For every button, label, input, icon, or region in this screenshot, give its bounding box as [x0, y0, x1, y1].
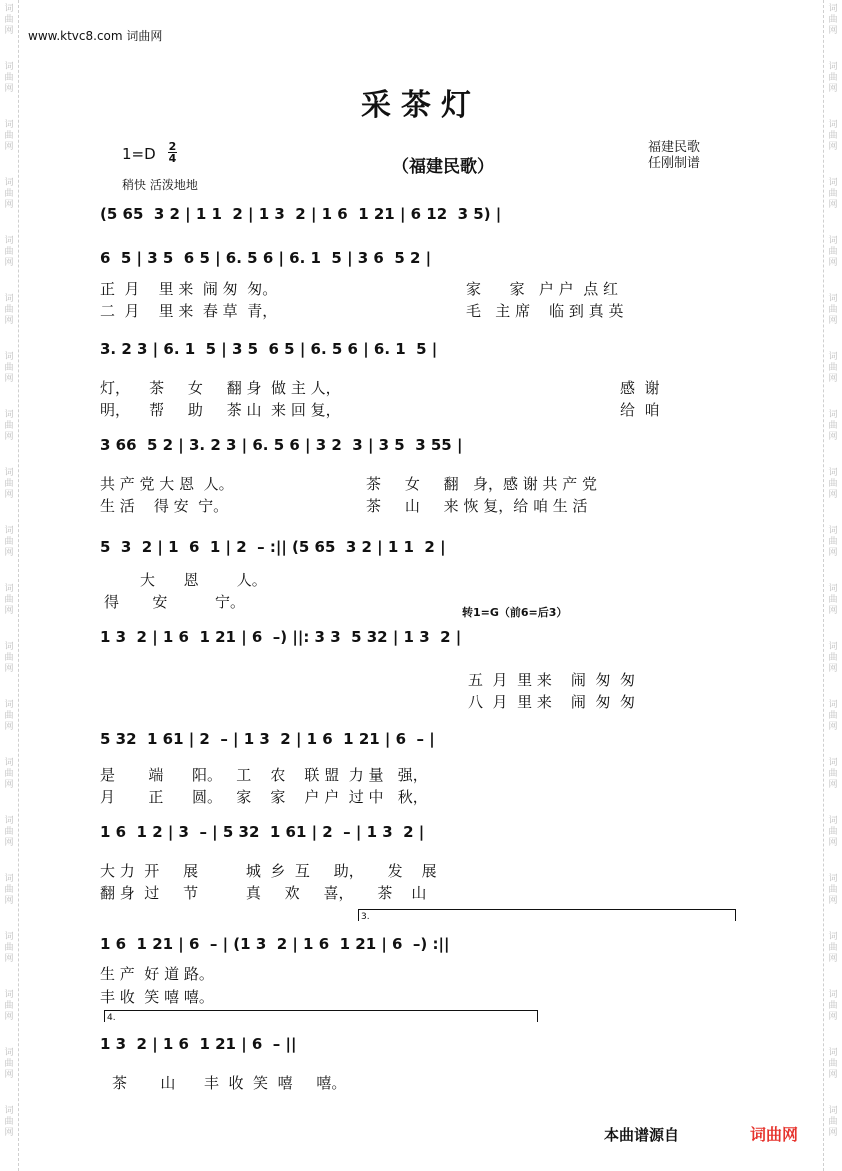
watermark-text: 词 曲 网: [828, 1106, 838, 1138]
lyric-line: 八 月 里 来 闹 匆 匆: [468, 693, 635, 711]
music-row-2: 6 5 | 3 5 6 5 | 6. 5 6 | 6. 1 5 | 3 6 5 2 |: [100, 249, 432, 267]
song-subtitle: （福建民歌）: [392, 157, 494, 177]
lyric-line: 生 活 得 安 宁。: [100, 497, 229, 515]
watermark-text: 词 曲 网: [4, 294, 14, 326]
modulation-marking: 转1=G（前6=后3）: [462, 606, 568, 619]
footer-source-text: 本曲谱源自: [604, 1126, 680, 1144]
watermark-text: 词 曲 网: [828, 294, 838, 326]
lyric-line: 大 力 开 展 城 乡 互 助， 发 展: [100, 862, 437, 880]
watermark-text: 词 曲 网: [4, 120, 14, 152]
lyric-line: 给 咱: [620, 401, 660, 419]
watermark-text: 词 曲 网: [4, 178, 14, 210]
watermark-text: 词 曲 网: [828, 236, 838, 268]
lyric-line: 灯， 茶 女 翻 身 做 主 人，: [100, 379, 341, 397]
key-signature: 1=D: [122, 145, 156, 163]
watermark-text: 词 曲 网: [828, 990, 838, 1022]
watermark-text: 词 曲 网: [4, 1048, 14, 1080]
watermark-text: 词 曲 网: [828, 468, 838, 500]
lyric-line: 五 月 里 来 闹 匆 匆: [468, 671, 635, 689]
watermark-text: 词 曲 网: [4, 468, 14, 500]
music-row-4: 3 66 5 2 | 3. 2 3 | 6. 5 6 | 3 2 3 | 3 5 3 55 |: [100, 436, 463, 454]
lyric-line: 明， 帮 助 茶 山 来 回 复，: [100, 401, 341, 419]
lyric-line: 二 月 里 来 春 草 青，: [100, 302, 278, 320]
watermark-text: 词 曲 网: [828, 816, 838, 848]
watermark-text: 词 曲 网: [828, 700, 838, 732]
volta-tick: [735, 909, 736, 921]
watermark-text: 词 曲 网: [828, 874, 838, 906]
music-row-10: 1 3 2 | 1 6 1 21 | 6 – ||: [100, 1035, 297, 1053]
watermark-text: 词 曲 网: [828, 352, 838, 384]
watermark-text: 词 曲 网: [4, 642, 14, 674]
volta-number: 4.: [107, 1013, 116, 1023]
lyric-line: 茶 山 来 恢 复，给 咱 生 活: [366, 497, 588, 515]
watermark-text: 词 曲 网: [4, 1106, 14, 1138]
watermark-text: 词 曲 网: [4, 236, 14, 268]
music-row-8: 1 6 1 2 | 3 – | 5 32 1 61 | 2 – | 1 3 2 |: [100, 823, 425, 841]
lyric-line: 丰 收 笑 嘻 嘻。: [100, 988, 214, 1006]
volta-number: 3.: [361, 912, 370, 922]
watermark-text: 词 曲 网: [4, 62, 14, 94]
watermark-text: 词 曲 网: [4, 758, 14, 790]
watermark-text: 词 曲 网: [828, 642, 838, 674]
song-title: 采茶灯: [361, 88, 481, 123]
lyric-line: 茶 女 翻 身，感 谢 共 产 党: [366, 475, 598, 493]
lyric-line: 茶 山 丰 收 笑 嘻 嘻。: [112, 1074, 347, 1092]
watermark-text: 词 曲 网: [828, 758, 838, 790]
lyric-line: 是 端 阳。 工 农 联 盟 力 量 强，: [100, 766, 428, 784]
footer-logo[interactable]: 词曲网: [750, 1125, 799, 1144]
watermark-text: 词 曲 网: [828, 178, 838, 210]
watermark-text: 词 曲 网: [4, 4, 14, 36]
music-row-7: 5 32 1 61 | 2 – | 1 3 2 | 1 6 1 21 | 6 – |: [100, 730, 435, 748]
tempo-marking: 稍快 活泼地地: [122, 178, 198, 192]
volta-bracket-4: [104, 1010, 538, 1011]
lyric-line: 家 家 户 户 点 红: [466, 280, 618, 298]
lyric-line: 生 产 好 道 路。: [100, 965, 214, 983]
watermark-text: 词 曲 网: [828, 584, 838, 616]
lyric-line: 正 月 里 来 闹 匆 匆。: [100, 280, 278, 298]
watermark-text: 词 曲 网: [828, 120, 838, 152]
volta-tick: [104, 1010, 105, 1022]
watermark-text: 词 曲 网: [828, 526, 838, 558]
time-top: 2: [168, 140, 177, 153]
watermark-text: 词 曲 网: [4, 526, 14, 558]
time-signature: [168, 141, 177, 164]
site-url[interactable]: www.ktvc8.com 词曲网: [28, 29, 163, 43]
watermark-text: 词 曲 网: [4, 874, 14, 906]
music-row-5: 5 3 2 | 1 6 1 | 2 – :|| (5 65 3 2 | 1 1 2 |: [100, 538, 446, 556]
watermark-text: 词 曲 网: [4, 410, 14, 442]
lyric-line: 感 谢: [620, 379, 660, 397]
volta-tick: [537, 1010, 538, 1022]
watermark-text: 词 曲 网: [828, 4, 838, 36]
watermark-text: 词 曲 网: [4, 584, 14, 616]
lyric-line: 共 产 党 大 恩 人。: [100, 475, 234, 493]
watermark-text: 词 曲 网: [4, 932, 14, 964]
watermark-text: 词 曲 网: [4, 816, 14, 848]
music-row-6: 1 3 2 | 1 6 1 21 | 6 –) ||: 3 3 5 32 | 1 3 2 |: [100, 628, 462, 646]
music-row-9: 1 6 1 21 | 6 – | (1 3 2 | 1 6 1 21 | 6 –) :||: [100, 935, 450, 953]
lyric-line: 得 安 宁。: [104, 593, 246, 611]
credit-origin: 福建民歌: [648, 140, 701, 155]
watermark-text: 词 曲 网: [828, 410, 838, 442]
lyric-line: 大 恩 人。: [140, 571, 267, 589]
watermark-text: 词 曲 网: [4, 990, 14, 1022]
lyric-line: 毛 主 席 临 到 真 英: [466, 302, 624, 320]
watermark-text: 词 曲 网: [828, 1048, 838, 1080]
volta-tick: [358, 909, 359, 921]
credit-arranger: 任刚制谱: [648, 156, 701, 171]
lyric-line: 翻 身 过 节 真 欢 喜， 茶 山: [100, 884, 427, 902]
music-row-1: (5 65 3 2 | 1 1 2 | 1 3 2 | 1 6 1 21 | 6 12 3 5) |: [100, 205, 502, 223]
music-row-3: 3. 2 3 | 6. 1 5 | 3 5 6 5 | 6. 5 6 | 6. 1 5 |: [100, 340, 438, 358]
volta-bracket-3: [358, 909, 736, 910]
lyric-line: 月 正 圆。 家 家 户 户 过 中 秋，: [100, 788, 428, 806]
watermark-text: 词 曲 网: [828, 62, 838, 94]
watermark-text: 词 曲 网: [828, 932, 838, 964]
time-bottom: 4: [168, 152, 177, 165]
watermark-text: 词 曲 网: [4, 700, 14, 732]
watermark-text: 词 曲 网: [4, 352, 14, 384]
